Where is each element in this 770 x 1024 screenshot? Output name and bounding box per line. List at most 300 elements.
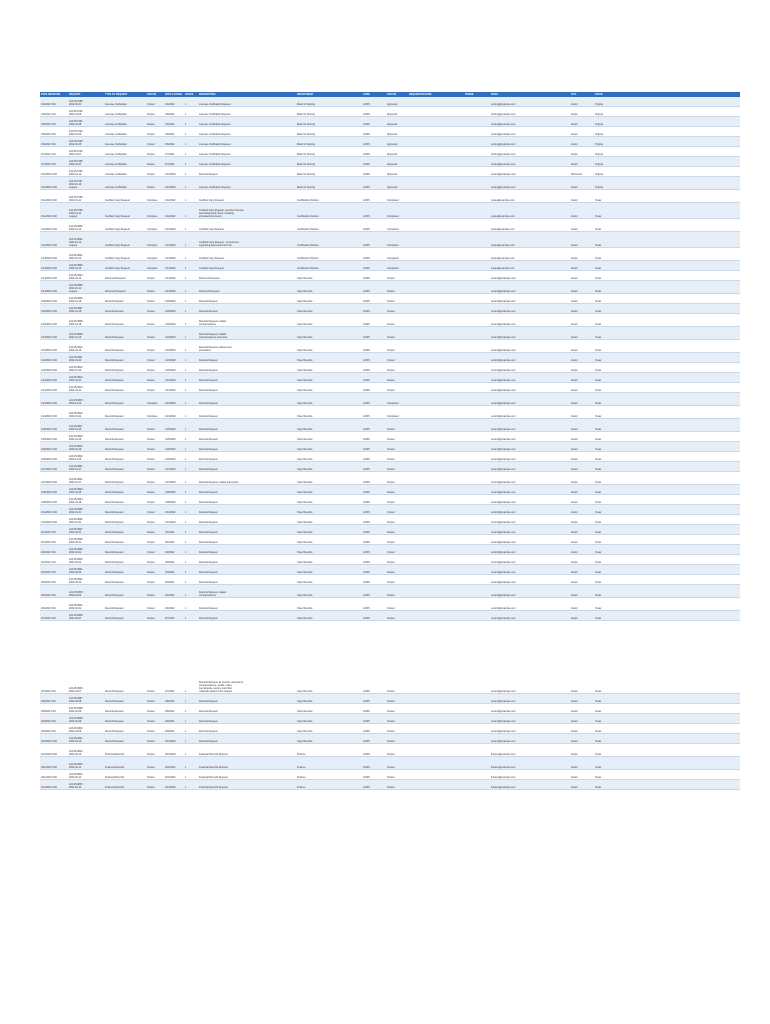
table-cell: 12345 — [363, 481, 370, 484]
column-header[interactable]: CODE — [363, 93, 370, 96]
column-header[interactable]: DATE CLOSED — [165, 93, 182, 96]
table-row[interactable] — [40, 724, 740, 734]
table-cell: Closed — [147, 690, 155, 693]
table-cell: Approved — [387, 123, 398, 126]
table-cell: 1/6/2022 — [165, 133, 175, 136]
table-cell: 12345 — [363, 581, 370, 584]
table-cell: 123-45-6813 2022-01-21 — [69, 376, 83, 382]
table-cell: records@example.com — [491, 323, 516, 326]
table-cell: Closed — [387, 531, 395, 534]
table-row[interactable] — [40, 137, 740, 147]
table-cell: 123-45-6795 2022-01-07 — [69, 160, 83, 166]
table-row[interactable] — [40, 281, 740, 294]
table-cell: 123-45-6819 2022-01-26 — [69, 445, 83, 451]
table-cell: Closed — [387, 730, 395, 733]
table-cell: records@example.com — [491, 428, 516, 431]
table-cell: Records Request — [199, 310, 218, 313]
table-cell: Records Request — [105, 531, 124, 534]
table-cell: Approved — [387, 103, 398, 106]
table-row[interactable] — [40, 107, 740, 117]
table-cell: Closed — [147, 561, 155, 564]
table-row[interactable] — [40, 611, 740, 621]
table-row[interactable] — [40, 363, 740, 373]
table-row[interactable] — [40, 495, 740, 505]
table-cell: 123-45-6796 2022-01-10 — [69, 170, 83, 176]
table-row[interactable] — [40, 598, 740, 611]
table-cell: Records Request — [105, 690, 124, 693]
table-cell: 123-45-6824 2022-01-28 — [69, 498, 83, 504]
table-cell: 1/5/2022 0:00 — [41, 113, 56, 116]
table-cell: 123-45-6837 2022-02-08 — [69, 697, 83, 703]
table-cell: 1/18/2022 — [165, 310, 176, 313]
table-cell: Texas — [595, 369, 602, 372]
table-row[interactable] — [40, 203, 740, 219]
table-cell: 12345 — [363, 415, 370, 418]
table-cell: Texas — [595, 300, 602, 303]
table-row[interactable] — [40, 327, 740, 340]
table-cell: Texas — [595, 501, 602, 504]
table-cell: Licensee Verification — [105, 186, 127, 189]
table-cell: 12345 — [363, 786, 370, 789]
table-cell: Closed — [147, 438, 155, 441]
table-row[interactable] — [40, 167, 740, 177]
table-row[interactable] — [40, 462, 740, 472]
table-cell: Closed — [387, 521, 395, 524]
table-cell: 1/20/2022 0:00 — [41, 369, 57, 372]
table-cell: 2/10/2022 0:00 — [41, 753, 57, 756]
table-cell: 123-45-6822 2022-01-27 — [69, 478, 83, 484]
table-cell: Closed — [387, 359, 395, 362]
table-cell: Closed — [147, 740, 155, 743]
table-cell: finance@example.com — [491, 766, 516, 769]
table-row[interactable] — [40, 694, 740, 704]
table-cell: 123-45-6817 2022-01-25 — [69, 425, 83, 431]
table-cell: copies@example.com — [491, 267, 515, 270]
table-cell: 1 — [185, 491, 187, 494]
table-cell: Open Records — [297, 290, 313, 293]
table-cell: Texas — [595, 571, 602, 574]
table-cell: 1/13/2022 0:00 — [41, 257, 57, 260]
table-cell: 1 — [185, 277, 187, 280]
table-cell: records@example.com — [491, 571, 516, 574]
table-row[interactable] — [40, 393, 740, 406]
table-cell: 12345 — [363, 511, 370, 514]
table-cell: Austin — [571, 336, 578, 339]
table-cell: Board of Nursing — [297, 143, 315, 146]
table-cell: 123-45-6841 2022-02-10 — [69, 737, 83, 743]
table-cell: Open Records — [297, 349, 313, 352]
table-row[interactable] — [40, 294, 740, 304]
column-header[interactable]: CITY — [571, 93, 577, 96]
table-cell: Texas — [595, 617, 602, 620]
table-cell: Closed — [147, 458, 155, 461]
table-cell: Approved — [387, 113, 398, 116]
table-cell: 1/18/2022 0:00 — [41, 300, 57, 303]
table-cell: Virginia — [595, 103, 603, 106]
column-header[interactable]: EMAIL — [491, 93, 499, 96]
table-cell: records@example.com — [491, 511, 516, 514]
table-cell: Closed — [147, 501, 155, 504]
table-cell: 2/1/2022 — [165, 531, 175, 534]
table-cell: Closed — [147, 521, 155, 524]
table-cell: Open Records — [297, 428, 313, 431]
table-cell: 12345 — [363, 501, 370, 504]
table-cell: Open Records — [297, 323, 313, 326]
table-row[interactable] — [40, 442, 740, 452]
table-cell: Records Request — [199, 521, 218, 524]
table-cell: Records Request — [105, 521, 124, 524]
table-cell: 12345 — [363, 103, 370, 106]
table-cell: 2/2/2022 0:00 — [41, 551, 56, 554]
table-row[interactable] — [40, 565, 740, 575]
table-row[interactable] — [40, 734, 740, 744]
table-cell: 1/5/2022 — [165, 123, 175, 126]
table-cell: 1/18/2022 — [165, 300, 176, 303]
table-cell: 12345 — [363, 776, 370, 779]
table-cell: 1/10/2022 — [165, 186, 176, 189]
table-cell: Records Request — [105, 349, 124, 352]
table-cell: 2/1/2022 0:00 — [41, 531, 56, 534]
table-cell: Closed — [147, 481, 155, 484]
table-cell: Virginia — [595, 123, 603, 126]
table-cell: records@example.com — [491, 710, 516, 713]
table-cell: Open Records — [297, 369, 313, 372]
table-cell: 1/18/2022 — [165, 323, 176, 326]
table-cell: 1/12/2022 0:00 — [41, 228, 57, 231]
table-cell: Document Request — [105, 290, 126, 293]
table-cell: 2/2/2022 — [165, 551, 175, 554]
table-cell: 1/25/2022 0:00 — [41, 438, 57, 441]
table-cell: records@example.com — [491, 551, 516, 554]
table-cell: 1 — [185, 402, 187, 405]
table-cell: Closed — [387, 277, 395, 280]
table-cell: Texas — [595, 277, 602, 280]
table-cell: Texas — [595, 740, 602, 743]
table-cell: Virginia — [595, 133, 603, 136]
table-cell: 12345 — [363, 541, 370, 544]
table-cell: Closed — [387, 438, 395, 441]
table-cell: Closed — [147, 551, 155, 554]
table-cell: copies@example.com — [491, 199, 515, 202]
table-row[interactable] — [40, 452, 740, 462]
table-row[interactable] — [40, 190, 740, 203]
table-cell: Records Request — [105, 428, 124, 431]
table-row[interactable] — [40, 757, 740, 770]
table-cell: Records Request — [105, 561, 124, 564]
column-header[interactable]: STATUS — [387, 93, 397, 96]
table-cell: Closed — [147, 277, 155, 280]
table-cell: 1/24/2022 0:00 — [41, 402, 57, 405]
table-cell: 2/4/2022 — [165, 607, 175, 610]
table-cell: Records Request — [105, 491, 124, 494]
table-cell: 123-45-6828 2022-02-01 — [69, 538, 83, 544]
table-cell: 1 — [185, 776, 187, 779]
table-row[interactable] — [40, 340, 740, 353]
table-cell: 2/14/2022 — [165, 786, 176, 789]
table-cell: 12345 — [363, 379, 370, 382]
table-row[interactable] — [40, 314, 740, 327]
column-header[interactable]: STATE — [595, 93, 603, 96]
table-cell: 1/25/2022 0:00 — [41, 428, 57, 431]
table-cell: Austin — [571, 228, 578, 231]
table-cell: Austin — [571, 521, 578, 524]
table-cell: Records Request — [199, 438, 218, 441]
table-cell: Closed — [387, 710, 395, 713]
table-cell: Austin — [571, 163, 578, 166]
table-row[interactable] — [40, 117, 740, 127]
table-cell: Records Request — [199, 607, 218, 610]
table-cell: Texas — [595, 402, 602, 405]
table-cell: 2/11/2022 — [165, 776, 176, 779]
column-header[interactable]: PAGES — [185, 93, 194, 96]
table-cell: Austin — [571, 438, 578, 441]
table-cell: 1/19/2022 0:00 — [41, 336, 57, 339]
table-cell: Texas — [595, 786, 602, 789]
table-row[interactable] — [40, 219, 740, 232]
table-cell: 12345 — [363, 448, 370, 451]
table-cell: 1 — [185, 541, 187, 544]
table-cell: 123-45-6825 2022-01-31 — [69, 508, 83, 514]
table-cell: Completed — [387, 199, 399, 202]
table-cell: 1 — [185, 511, 187, 514]
table-cell: 12345 — [363, 215, 370, 218]
table-cell: 2/2/2022 — [165, 561, 175, 564]
table-cell: Financial Records Request — [199, 786, 228, 789]
table-cell: 2/9/2022 — [165, 720, 175, 723]
table-cell: Records Request — [105, 501, 124, 504]
table-cell: Austin — [571, 551, 578, 554]
table-cell: records@example.com — [491, 438, 516, 441]
table-row[interactable] — [40, 147, 740, 157]
table-cell: Records Request — [105, 468, 124, 471]
column-header[interactable]: STATUS — [147, 93, 157, 96]
table-cell: 12345 — [363, 491, 370, 494]
table-cell: Texas — [595, 561, 602, 564]
table-row[interactable] — [40, 505, 740, 515]
table-row[interactable] — [40, 525, 740, 535]
column-header[interactable]: DEPARTMENT — [297, 93, 314, 96]
table-row[interactable] — [40, 157, 740, 167]
table-cell: 2/3/2022 0:00 — [41, 571, 56, 574]
table-cell: 2/9/2022 0:00 — [41, 730, 56, 733]
table-cell: 123-45-6835 2022-02-07 — [69, 614, 83, 620]
table-cell: 1 — [185, 521, 187, 524]
table-cell: 12345 — [363, 199, 370, 202]
table-cell: Austin — [571, 359, 578, 362]
table-cell: Open Records — [297, 561, 313, 564]
table-cell: Open Records — [297, 310, 313, 313]
column-header[interactable]: REQUEST — [69, 93, 81, 96]
table-row[interactable] — [40, 261, 740, 271]
table-cell: Licensee Verification — [105, 143, 127, 146]
table-cell: 123-45-6832 2022-02-03 — [69, 578, 83, 584]
table-cell: Austin — [571, 700, 578, 703]
table-cell: Records Request — [105, 379, 124, 382]
table-cell: 1/26/2022 — [165, 458, 176, 461]
table-cell: Closed — [147, 113, 155, 116]
table-cell: Austin — [571, 617, 578, 620]
table-cell: 1 — [185, 531, 187, 534]
table-cell: 12345 — [363, 186, 370, 189]
table-cell: Open Records — [297, 336, 313, 339]
table-cell: 12345 — [363, 173, 370, 176]
table-cell: records@example.com — [491, 607, 516, 610]
table-row[interactable] — [40, 714, 740, 724]
table-cell: Board of Nursing — [297, 123, 315, 126]
table-cell: 12345 — [363, 700, 370, 703]
table-cell: records@example.com — [491, 491, 516, 494]
table-cell: Records Request — [105, 617, 124, 620]
table-cell: 12345 — [363, 123, 370, 126]
table-cell: Records Request — [199, 359, 218, 362]
table-row[interactable] — [40, 780, 740, 790]
table-row[interactable] — [40, 515, 740, 525]
table-row[interactable] — [40, 575, 740, 585]
table-row[interactable] — [40, 432, 740, 442]
table-cell: Closed — [147, 300, 155, 303]
table-row[interactable] — [40, 621, 740, 694]
table-cell: Records Request — [199, 379, 218, 382]
table-cell: Completed — [387, 257, 399, 260]
table-cell: 123-45-6820 2022-01-26 — [69, 455, 83, 461]
table-row[interactable] — [40, 535, 740, 545]
table-cell: Closed — [147, 186, 155, 189]
table-cell: Closed — [387, 511, 395, 514]
table-row[interactable] — [40, 304, 740, 314]
table-row[interactable] — [40, 419, 740, 432]
table-cell: 1 — [185, 700, 187, 703]
table-cell: Austin — [571, 402, 578, 405]
table-cell: Austin — [571, 257, 578, 260]
table-row[interactable] — [40, 585, 740, 598]
table-cell: Texas — [595, 511, 602, 514]
table-cell: Records Request — [199, 561, 218, 564]
table-row[interactable] — [40, 744, 740, 757]
table-cell: 1/19/2022 — [165, 349, 176, 352]
table-cell: records@example.com — [491, 581, 516, 584]
table-cell: 123-45-6802 2022-01-13 — [69, 254, 83, 260]
table-cell: 12345 — [363, 359, 370, 362]
table-row[interactable] — [40, 248, 740, 261]
table-cell: Closed — [387, 607, 395, 610]
table-cell: Licensee Verification Request — [199, 163, 231, 166]
table-cell: Open Records — [297, 402, 313, 405]
table-cell: 1 — [185, 690, 187, 693]
table-cell: 1/21/2022 0:00 — [41, 389, 57, 392]
table-row[interactable] — [40, 127, 740, 137]
table-cell: 2/3/2022 0:00 — [41, 581, 56, 584]
table-row[interactable] — [40, 485, 740, 495]
table-cell: Licensee Verification — [105, 123, 127, 126]
table-cell: Approved — [387, 173, 398, 176]
table-cell: 1 — [185, 133, 187, 136]
table-cell: Texas — [595, 521, 602, 524]
table-cell: Austin — [571, 186, 578, 189]
table-cell: Licensee Verification Request — [199, 186, 231, 189]
table-cell: 1/18/2022 0:00 — [41, 310, 57, 313]
table-cell: Board of Nursing — [297, 173, 315, 176]
table-cell: Texas — [595, 448, 602, 451]
table-row[interactable] — [40, 406, 740, 419]
table-cell: Licensee Verification Request — [199, 143, 231, 146]
table-cell: Texas — [595, 215, 602, 218]
table-cell: records@example.com — [491, 415, 516, 418]
column-header[interactable]: DATE RECEIVED — [41, 93, 61, 96]
table-cell: 12345 — [363, 143, 370, 146]
table-row[interactable] — [40, 353, 740, 363]
table-row[interactable] — [40, 770, 740, 780]
table-cell: Austin — [571, 153, 578, 156]
table-row[interactable] — [40, 177, 740, 190]
table-cell: Closed — [147, 766, 155, 769]
table-cell: 1/11/2022 — [165, 215, 176, 218]
table-row[interactable] — [40, 232, 740, 248]
table-cell: Approved — [387, 143, 398, 146]
table-cell: 123-45-6811 2022-01-20 — [69, 356, 83, 362]
table-cell: Austin — [571, 468, 578, 471]
table-cell: records@example.com — [491, 359, 516, 362]
table-cell: Records Request — [105, 369, 124, 372]
table-cell: Austin — [571, 481, 578, 484]
table-cell: Austin — [571, 310, 578, 313]
column-header[interactable]: DESCRIPTION — [199, 93, 216, 96]
table-row[interactable] — [40, 271, 740, 281]
table-cell: 2/9/2022 0:00 — [41, 720, 56, 723]
table-row[interactable] — [40, 383, 740, 393]
table-cell: Records Request — [105, 415, 124, 418]
table-cell: 12345 — [363, 323, 370, 326]
table-cell: Texas — [595, 257, 602, 260]
table-cell: Closed — [147, 448, 155, 451]
table-cell: records@example.com — [491, 300, 516, 303]
table-cell: finance@example.com — [491, 786, 516, 789]
table-cell: Texas — [595, 458, 602, 461]
table-cell: 12345 — [363, 710, 370, 713]
table-cell: Texas — [595, 379, 602, 382]
table-cell: 1 — [185, 173, 187, 176]
table-cell: 1/11/2022 0:00 — [41, 199, 57, 202]
table-row[interactable] — [40, 545, 740, 555]
table-cell: 2/9/2022 — [165, 730, 175, 733]
table-cell: 12345 — [363, 571, 370, 574]
table-cell: 1/21/2022 — [165, 389, 176, 392]
table-cell: 2/7/2022 0:00 — [41, 690, 56, 693]
table-row[interactable] — [40, 373, 740, 383]
table-row[interactable] — [40, 555, 740, 565]
table-cell: Certification Division — [297, 199, 319, 202]
table-row[interactable] — [40, 97, 740, 107]
table-cell: Board of Nursing — [297, 153, 315, 156]
table-cell: 12345 — [363, 690, 370, 693]
column-header[interactable]: TYPE OF REQUEST — [105, 93, 128, 96]
column-header[interactable]: REQUESTER NAME — [409, 93, 432, 96]
table-cell: 1/14/2022 — [165, 277, 176, 280]
table-cell: records@example.com — [491, 531, 516, 534]
table-cell: Complete — [147, 267, 158, 270]
spreadsheet — [40, 92, 740, 790]
table-row[interactable] — [40, 472, 740, 485]
table-cell: Texas — [595, 720, 602, 723]
table-cell: Closed — [147, 468, 155, 471]
table-cell: Records Request — [199, 617, 218, 620]
table-cell: 1/27/2022 — [165, 468, 176, 471]
table-cell: Open Records — [297, 607, 313, 610]
table-cell: 1 — [185, 501, 187, 504]
table-cell: Finance — [297, 753, 306, 756]
table-cell: Closed — [147, 700, 155, 703]
table-row[interactable] — [40, 704, 740, 714]
column-header[interactable]: PHONE — [465, 93, 474, 96]
